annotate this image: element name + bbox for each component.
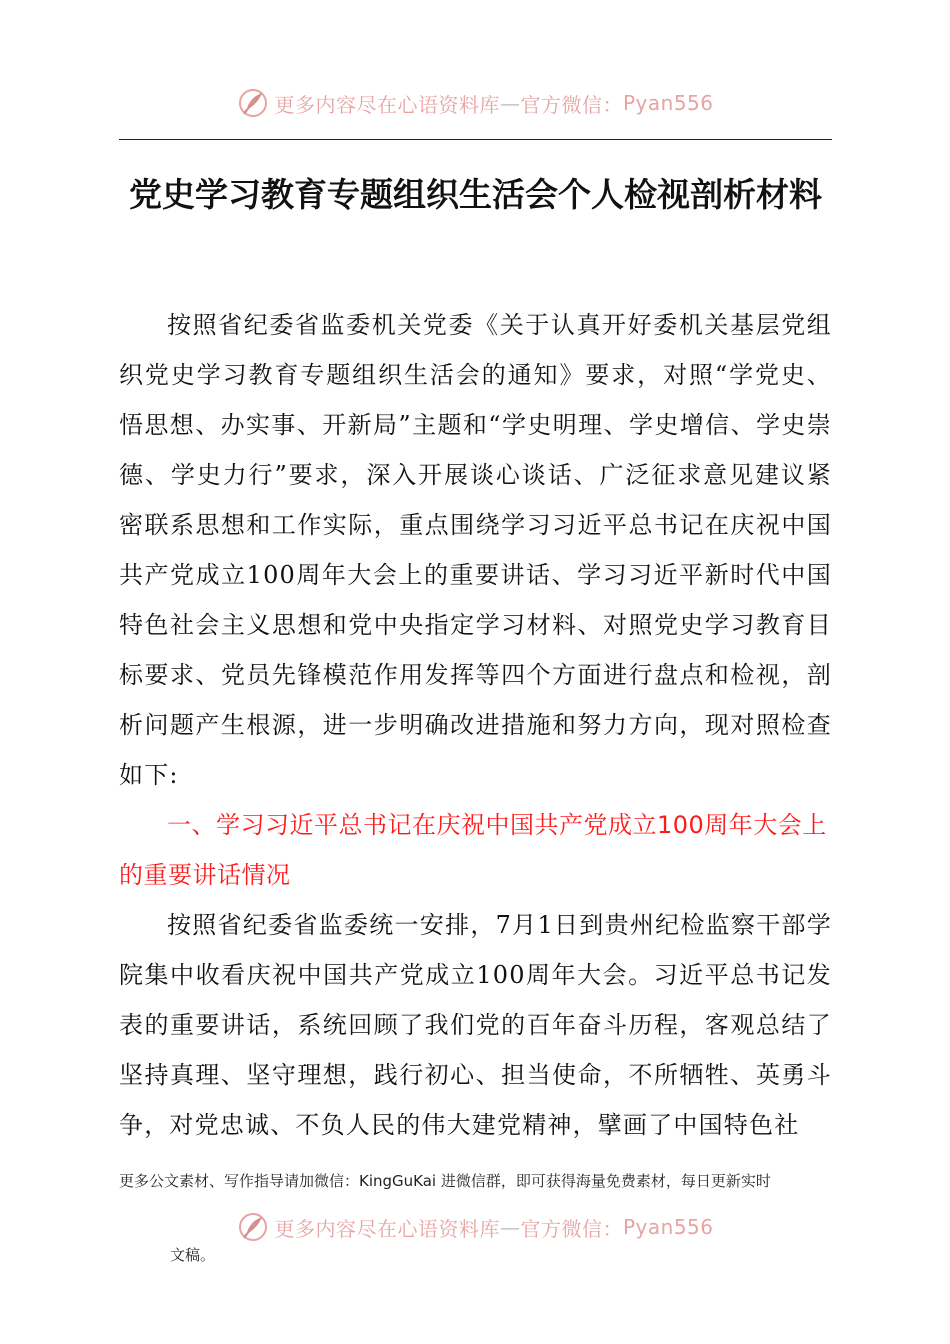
watermark-label: 官方微信： bbox=[520, 92, 623, 117]
quill-logo-icon bbox=[236, 1210, 270, 1244]
document-body bbox=[119, 300, 832, 1150]
header-divider bbox=[119, 139, 832, 140]
watermark-separator: — bbox=[499, 1215, 521, 1239]
quill-logo-icon bbox=[236, 86, 270, 120]
section-heading-1: 一、学习习近平总书记在庆祝中国共产党成立100周年大会上的重要讲话情况 bbox=[119, 811, 827, 889]
watermark-separator: — bbox=[499, 91, 521, 115]
watermark-text: 更多内容尽在心语资料库 bbox=[274, 1216, 500, 1241]
paragraph-intro: 按照省纪委省监委机关党委《关于认真开好委机关基层党组织党史学习教育专题组织生活会的通知》要求，对照“学党史、悟思想、办实事、开新局”主题和“学史明理、学史增信、学史崇德、学史力行”要求，深入开展谈心谈话、广泛征求意见建议紧密联系思想和工作实际，重点围绕学习习近平总书记在庆祝中国共产党成立100周年大会上的重要讲话、学习习近平新时代中国特色社会主义思想和党中央指定学习材料、对照党史学习教育目标要求、党员先锋模范作用发挥等四个方面进行盘点和检视，剖析问题产生根源，进一步明确改进措施和努力方向，现对照检查如下: bbox=[119, 311, 832, 789]
footer-note: 更多公文素材、写作指导请加微信：KingGuKai 进微信群，即可获得海量免费素材，每日更新实时 bbox=[119, 1172, 771, 1190]
paragraph-section-1: 按照省纪委省监委统一安排，7月1日到贵州纪检监察干部学院集中收看庆祝中国共产党成立100周年大会。习近平总书记发表的重要讲话，系统回顾了我们党的百年奋斗历程，客观总结了坚持真理、坚守理想，践行初心、担当使命，不所牺牲、英勇斗争，对党忠诚、不负人民的伟大建党精神，擘画了中国特色社 bbox=[119, 911, 832, 1139]
watermark-label: 官方微信： bbox=[520, 1216, 623, 1241]
watermark-text: 更多内容尽在心语资料库 bbox=[274, 92, 500, 117]
document-title: 党史学习教育专题组织生活会个人检视剖析材料 bbox=[129, 175, 822, 214]
header-watermark bbox=[0, 86, 950, 120]
watermark-id: Pyan556 bbox=[622, 91, 714, 115]
watermark-id: Pyan556 bbox=[622, 1215, 714, 1239]
footer-tail: 文稿。 bbox=[170, 1246, 216, 1264]
footer-watermark bbox=[0, 1210, 950, 1244]
